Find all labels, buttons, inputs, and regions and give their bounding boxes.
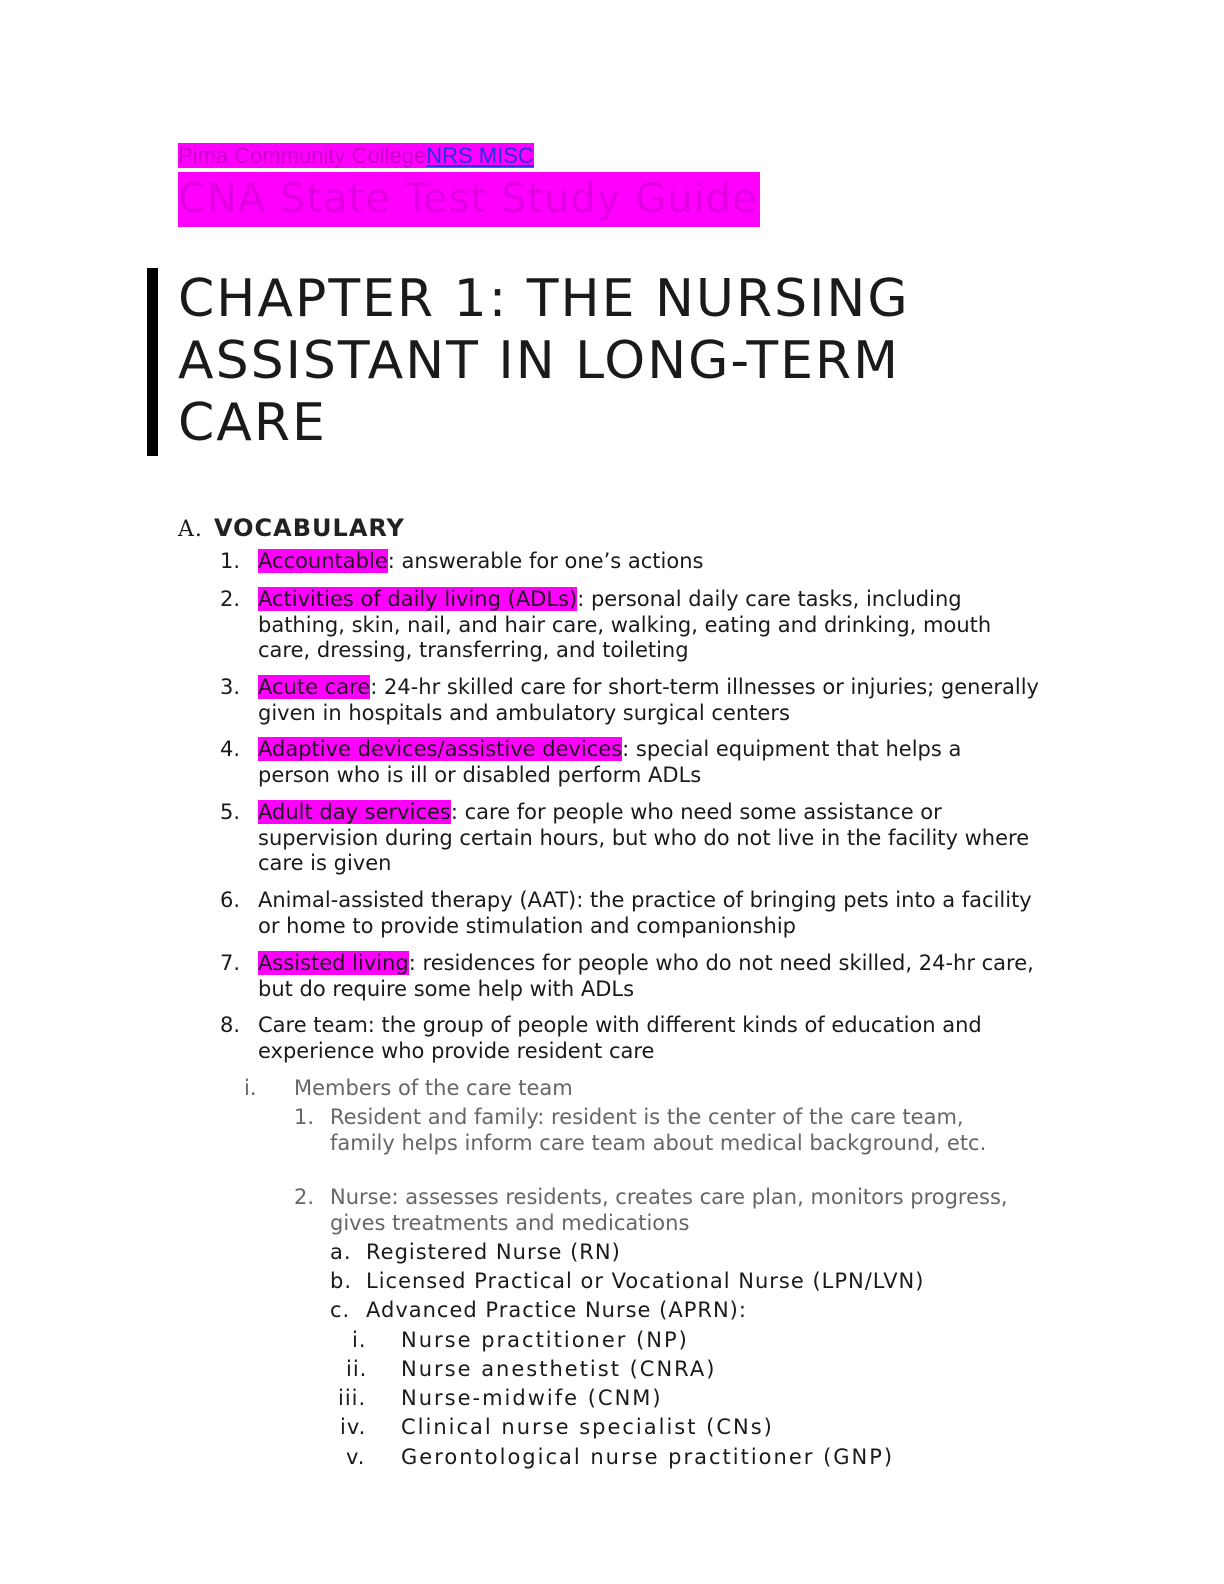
chapter-title: CHAPTER 1: THE NURSING ASSISTANT IN LONG-TERM CARE [178, 269, 910, 453]
term-definition: : personal daily care tasks, including bathing, skin, nail, and hair care, walking, eating and drinking, mouth care, dressing, transferring, and toileting [258, 587, 992, 662]
aprn-type [330, 1445, 1030, 1471]
aprn-marker: v. [346, 1445, 366, 1469]
roman-marker: i. [244, 1076, 257, 1100]
aprn-marker: iii. [338, 1386, 367, 1410]
term-definition: : special equipment that helps a person who is ill or disabled perform ADLs [258, 737, 962, 787]
list-item [220, 1013, 1040, 1064]
school-link[interactable]: Pima Community College [178, 143, 427, 168]
aprn-text: Gerontological nurse practitioner (GNP) [401, 1445, 895, 1469]
care-team-member [294, 1185, 1024, 1236]
section-letter: A. [178, 517, 203, 542]
list-item [220, 675, 1040, 726]
list-item [220, 951, 1040, 1002]
term-highlight: Adaptive devices/assistive devices [258, 737, 623, 761]
item-number: 7. [220, 951, 241, 975]
member-text: Nurse: assesses residents, creates care plan, monitors progress, gives treatments and medications [330, 1185, 1008, 1235]
aprn-text: Nurse-midwife (CNM) [401, 1386, 663, 1410]
nurse-type-marker: c. [330, 1298, 351, 1322]
term-definition: : residences for people who do not need skilled, 24-hr care, but do require some help with ADLs [258, 951, 1034, 1001]
item-number: 8. [220, 1013, 241, 1037]
member-number: 1. [294, 1105, 315, 1129]
section-title: VOCABULARY [214, 514, 405, 542]
document-header [178, 142, 534, 169]
term-definition: Care team: the group of people with different kinds of education and experience who provide resident care [258, 1013, 982, 1063]
list-item [220, 587, 1040, 664]
item-number: 5. [220, 800, 241, 824]
care-team-heading [244, 1076, 1024, 1102]
list-item [220, 737, 1040, 788]
nurse-type [330, 1269, 1030, 1295]
nurse-type-text: Advanced Practice Nurse (APRN): [366, 1298, 747, 1322]
aprn-text: Nurse practitioner (NP) [401, 1328, 689, 1352]
nurse-type-marker: a. [330, 1240, 352, 1264]
term-definition: : care for people who need some assistance or supervision during certain hours, but who do not live in the facility where care is given [258, 800, 1030, 875]
nurse-type-text: Licensed Practical or Vocational Nurse (LPN/LVN) [366, 1269, 925, 1293]
aprn-marker: iv. [340, 1415, 367, 1439]
course-link[interactable]: NRS MISC [426, 143, 534, 168]
term-highlight: Assisted living [258, 951, 409, 975]
chapter-accent-bar [147, 268, 158, 456]
aprn-marker: ii. [346, 1357, 368, 1381]
item-number: 2. [220, 587, 241, 611]
term-definition: : answerable for one’s actions [387, 549, 704, 573]
document-title: CNA State Test Study Guide [178, 172, 760, 227]
item-number: 6. [220, 888, 241, 912]
term-definition: Animal-assisted therapy (AAT): the practice of bringing pets into a facility or home to provide stimulation and companionship [258, 888, 1032, 938]
term-highlight: Accountable [258, 549, 388, 573]
aprn-marker: i. [352, 1328, 367, 1352]
term-highlight: Adult day services [258, 800, 451, 824]
item-number: 1. [220, 549, 241, 573]
section-heading [178, 512, 405, 546]
nurse-type-marker: b. [330, 1269, 353, 1293]
care-team-member [294, 1105, 1024, 1156]
aprn-type [330, 1328, 1030, 1354]
aprn-type [330, 1386, 1030, 1412]
list-item [220, 888, 1040, 939]
list-item [220, 800, 1040, 877]
item-number: 3. [220, 675, 241, 699]
item-number: 4. [220, 737, 241, 761]
care-team-heading-text: Members of the care team [294, 1076, 573, 1100]
aprn-text: Clinical nurse specialist (CNs) [401, 1415, 774, 1439]
aprn-type [330, 1357, 1030, 1383]
nurse-type [330, 1240, 1030, 1266]
member-text: Resident and family: resident is the center of the care team, family helps inform care team about medical background, etc. [330, 1105, 987, 1155]
term-highlight: Acute care [258, 675, 371, 699]
aprn-text: Nurse anesthetist (CNRA) [401, 1357, 717, 1381]
member-number: 2. [294, 1185, 315, 1209]
nurse-type [330, 1298, 1030, 1324]
aprn-type [330, 1415, 1030, 1441]
list-item [220, 549, 1040, 575]
nurse-type-text: Registered Nurse (RN) [366, 1240, 621, 1264]
term-definition: : 24-hr skilled care for short-term illnesses or injuries; generally given in hospitals and ambulatory surgical centers [258, 675, 1039, 725]
term-highlight: Activities of daily living (ADLs) [258, 587, 578, 611]
